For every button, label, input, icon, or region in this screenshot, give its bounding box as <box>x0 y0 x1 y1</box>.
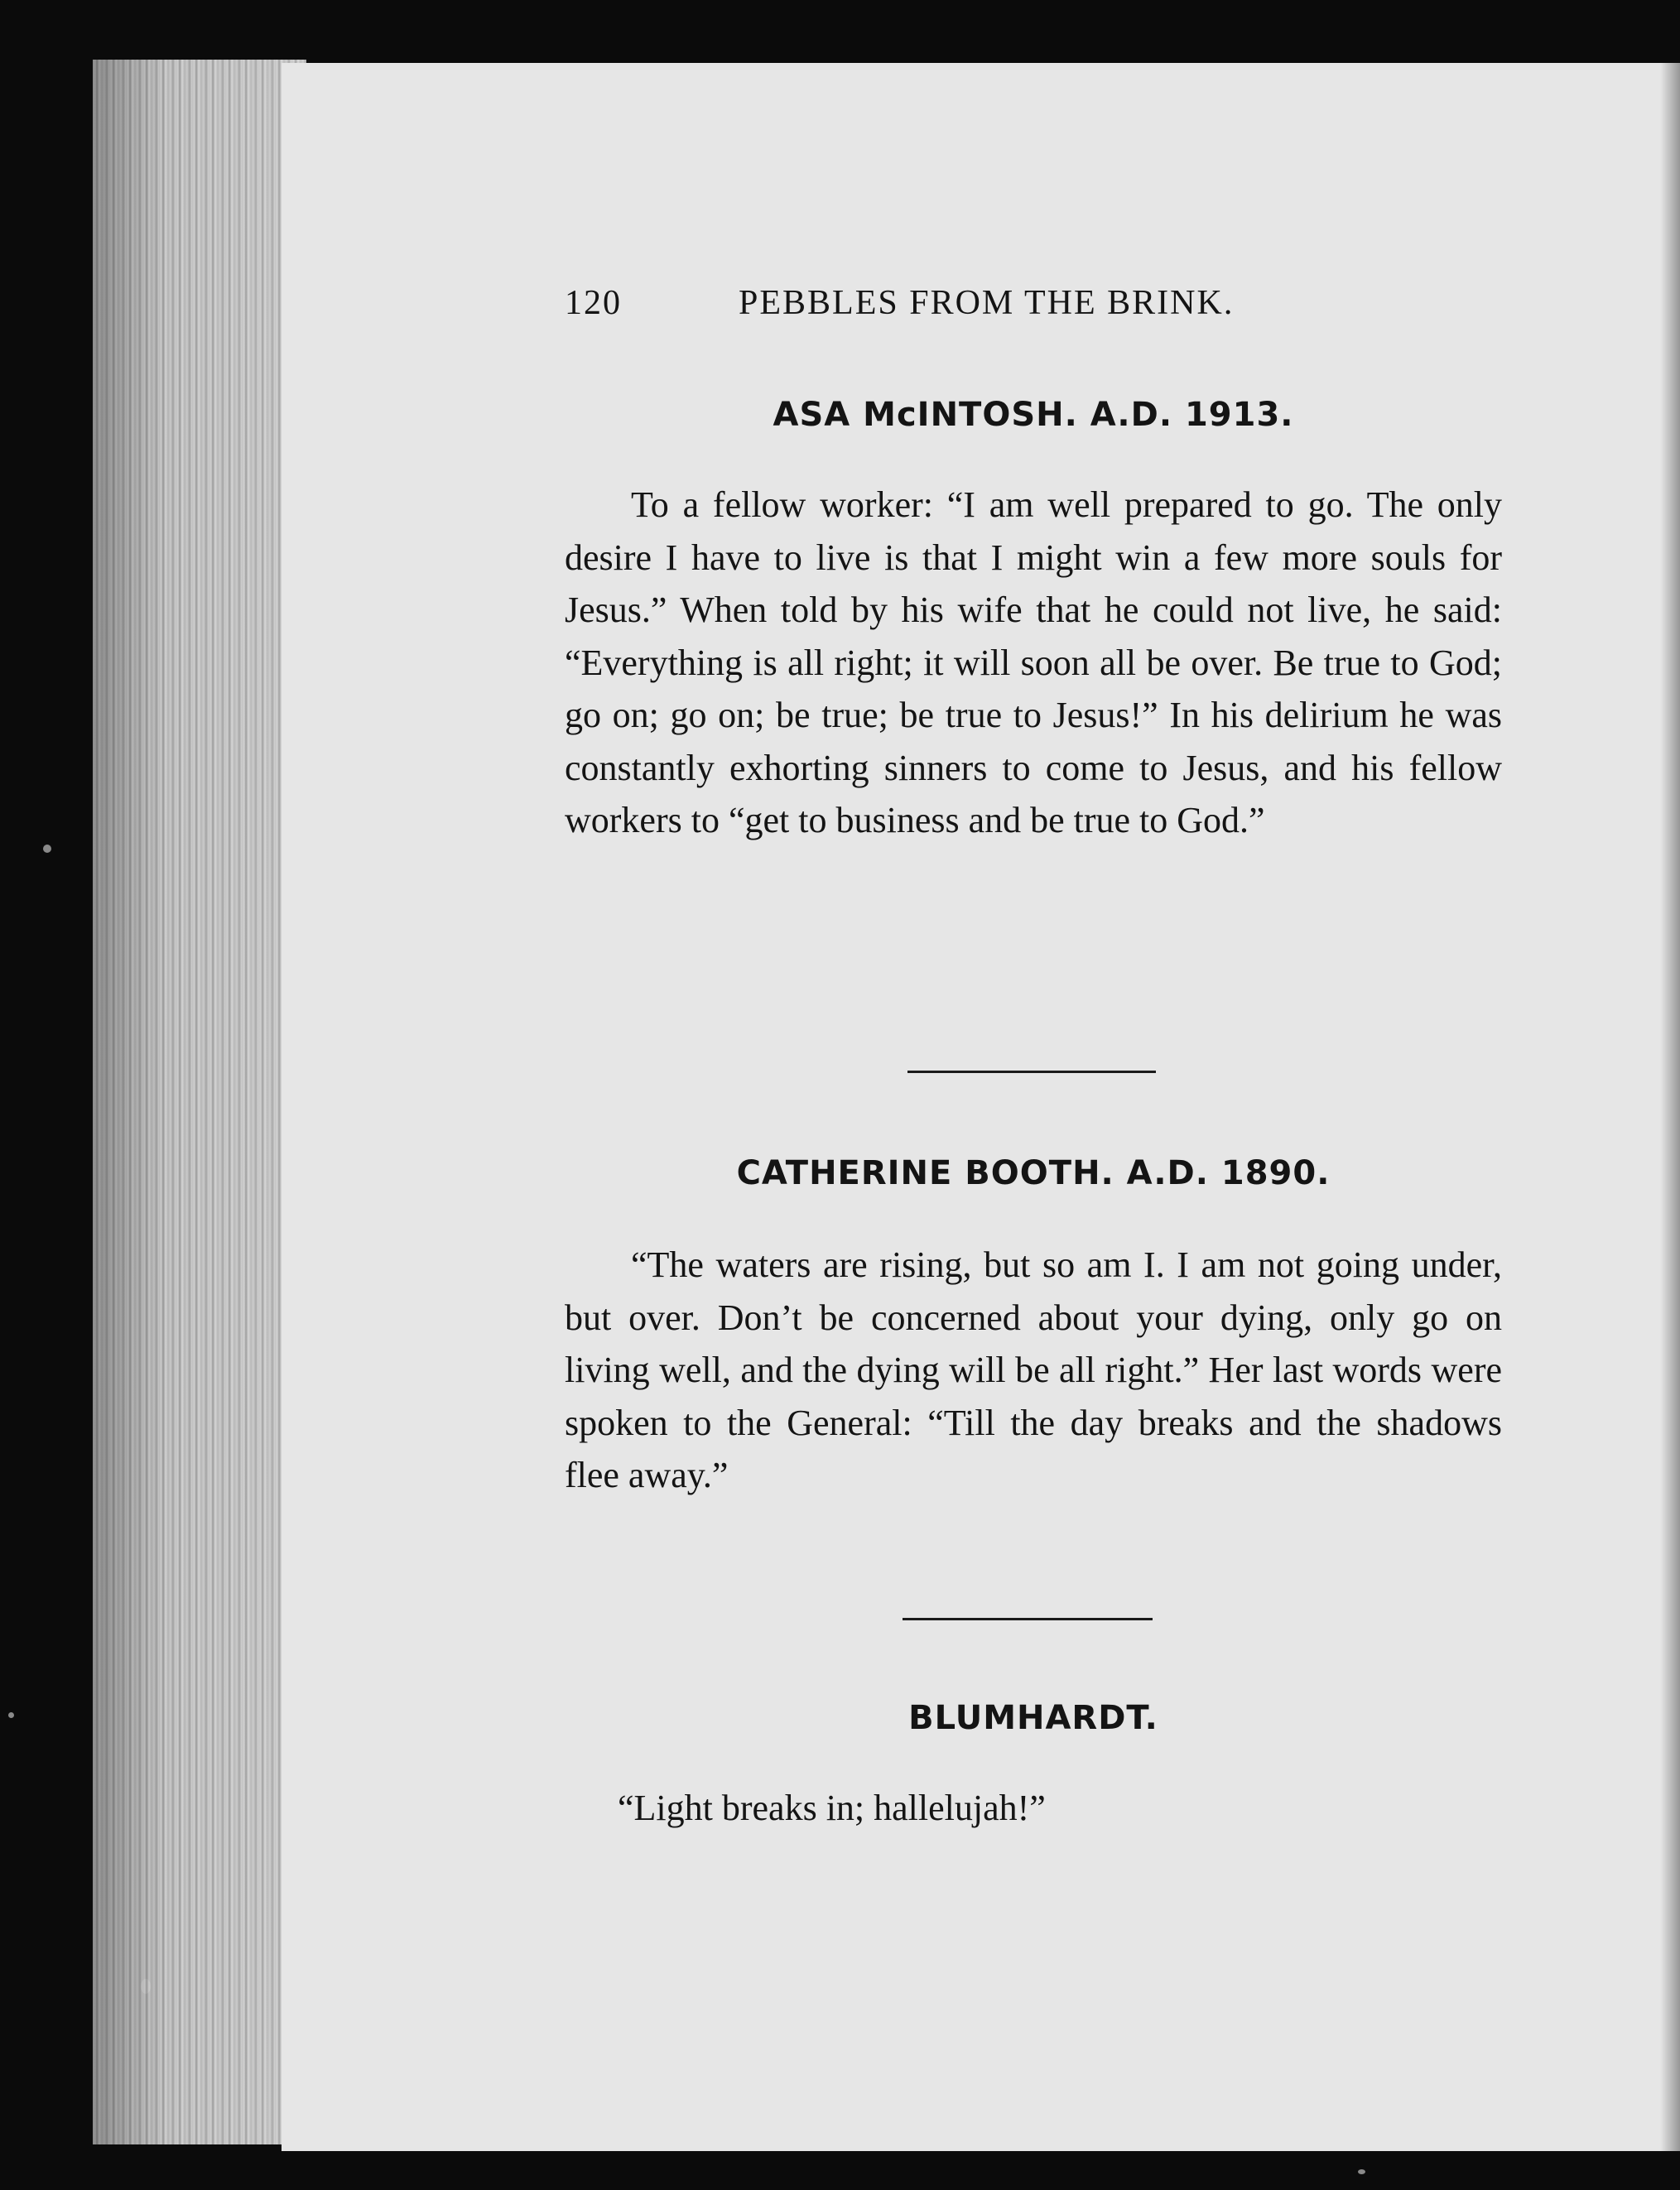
section-title: ASA McINTOSH. A.D. 1913. <box>773 396 1294 434</box>
book-page <box>282 63 1680 2151</box>
page-number: 120 <box>565 284 622 322</box>
section-title: CATHERINE BOOTH. A.D. 1890. <box>736 1154 1331 1192</box>
section-text: To a fellow worker: “I am well prepared to go. The only desire I have to live is that I might win a few more souls for Jesus.” When told by his wife that he could not live, he said: “Everything is all right; it will soon all be over. Be true to God; go on; go on; be true; be true to Jesus!” In his delirium he was constantly exhorting sinners to come to Jesus, and his fellow workers to “get to business and be true to God.” <box>565 484 1502 840</box>
scan-speck <box>1358 2169 1365 2174</box>
scan-speck <box>43 845 51 853</box>
section-text: “The waters are rising, but so am I. I am not going under, but over. Don’t be concerned about your dying, only go on living well, and the dying will be all right.” Her last words were spoken to the General: “Till the day breaks and the shadows flee away.” <box>565 1244 1502 1495</box>
running-head <box>565 283 1502 333</box>
running-head-title: PEBBLES FROM THE BRINK. <box>739 284 1235 322</box>
page-shadow <box>1660 63 1680 2151</box>
page-edge <box>93 60 306 2144</box>
section-title: BLUMHARDT. <box>908 1699 1158 1737</box>
section-text: “Light breaks in; hallelujah!” <box>618 1788 1046 1828</box>
section-divider <box>907 1071 1156 1073</box>
section-divider <box>903 1618 1153 1620</box>
scan-speck <box>8 1712 14 1718</box>
